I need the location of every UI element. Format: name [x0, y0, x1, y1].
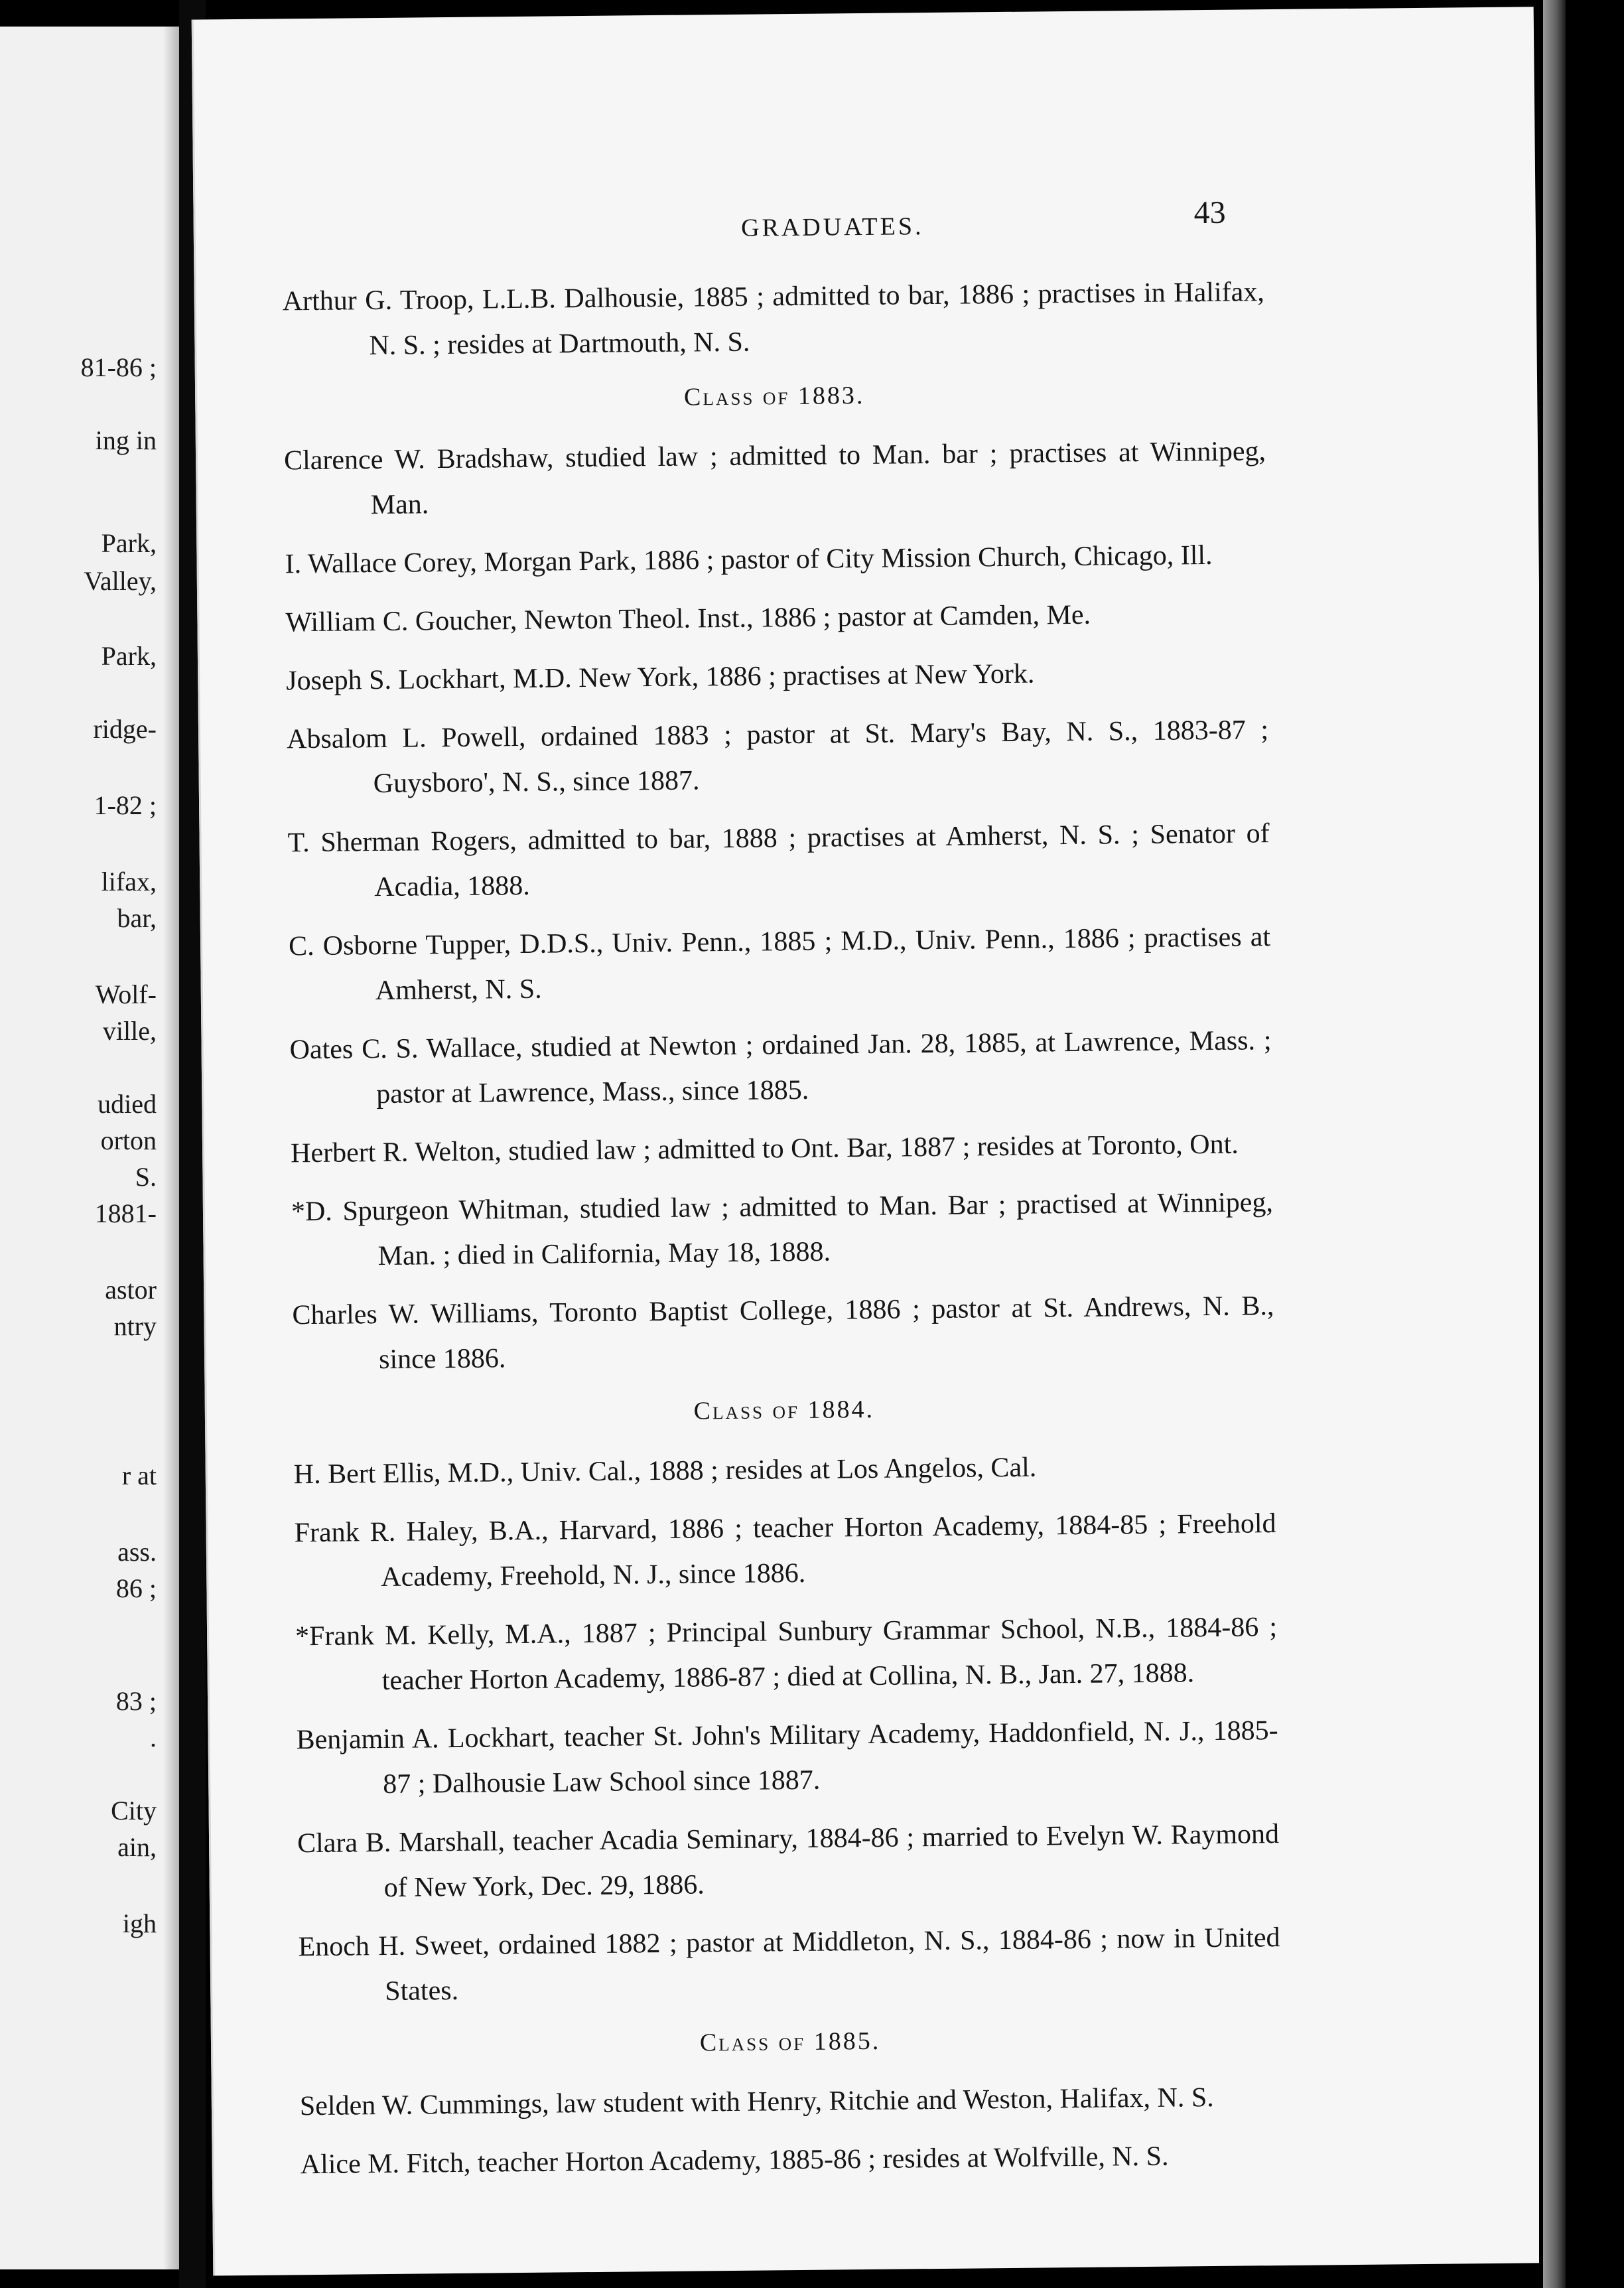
graduate-entry: Charles W. Williams, Toronto Baptist College, 1886 ; pastor at St. Andrews, N. B., since 1886.: [292, 1291, 1274, 1376]
left-page-fragment: ass.: [117, 1537, 157, 1567]
left-page-fragment: .: [150, 1723, 157, 1752]
page-number: 43: [1193, 194, 1226, 231]
graduate-entry: Selden W. Cummings, law student with Henry, Ritchie and Weston, Halifax, N. S.: [299, 2082, 1214, 2122]
left-page-fragment: orton: [100, 1125, 157, 1155]
graduate-entry: T. Sherman Rogers, admitted to bar, 1888 ; practises at Amherst, N. S. ; Senator of Acadia, 1888.: [287, 818, 1270, 903]
left-page-fragment: ville,: [102, 1016, 157, 1046]
class-heading-1884: Class of 1884.: [693, 1395, 875, 1425]
left-page-fragment: Valley,: [84, 566, 157, 596]
graduate-entry: *Frank M. Kelly, M.A., 1887 ; Principal Sunbury Grammar School, N.B., 1884-86 ; teacher Horton Academy, 1886-87 ; died at Collina, N. B., Jan. 27, 1888.: [295, 1612, 1278, 1697]
graduate-entry: *D. Spurgeon Whitman, studied law ; admitted to Man. Bar ; practised at Winnipeg, Man. ; died in California, May 18, 1888.: [291, 1187, 1274, 1272]
graduate-entry: Clarence W. Bradshaw, studied law ; admitted to Man. bar ; practises at Winnipeg, Man.: [283, 436, 1266, 521]
left-page-fragment: S.: [135, 1162, 157, 1192]
previous-page-edge: [0, 27, 186, 2269]
running-head: GRADUATES.: [740, 212, 924, 242]
left-page-fragment: udied: [98, 1089, 157, 1119]
left-page-fragment: igh: [122, 1908, 157, 1938]
left-page-fragment: City: [111, 1796, 157, 1825]
graduate-entry: William C. Goucher, Newton Theol. Inst., 1886 ; pastor at Camden, Me.: [285, 599, 1091, 638]
book-page: [192, 7, 1556, 2275]
left-page-fragment: ain,: [117, 1832, 157, 1862]
left-page-fragment: ridge-: [93, 714, 157, 744]
left-page-fragment: r at: [121, 1461, 157, 1490]
page-edge-strip: [1543, 0, 1566, 2288]
left-page-fragment: astor: [105, 1275, 157, 1305]
graduate-entry: C. Osborne Tupper, D.D.S., Univ. Penn., 1885 ; M.D., Univ. Penn., 1886 ; practises at Amherst, N. S.: [288, 922, 1271, 1007]
class-heading-1885: Class of 1885.: [699, 2027, 881, 2057]
left-page-fragment: 1-82 ;: [94, 790, 157, 820]
graduate-entry: Alice M. Fitch, teacher Horton Academy, 1885-86 ; resides at Wolfville, N. S.: [300, 2141, 1169, 2181]
left-page-fragment: Park,: [101, 641, 157, 671]
left-page-fragment: 86 ;: [115, 1573, 157, 1603]
graduate-entry: Clara B. Marshall, teacher Acadia Seminary, 1884-86 ; married to Evelyn W. Raymond of New York, Dec. 29, 1886.: [297, 1819, 1280, 1904]
graduate-entry: Benjamin A. Lockhart, teacher St. John's Military Academy, Haddonfield, N. J., 1885-87 ; Dalhousie Law School since 1887.: [296, 1715, 1278, 1800]
left-page-fragment: 1881-: [94, 1198, 157, 1228]
left-page-fragment: bar,: [117, 903, 157, 933]
graduate-entry: Enoch H. Sweet, ordained 1882 ; pastor at Middleton, N. S., 1884-86 ; now in United States.: [298, 1922, 1280, 2007]
graduate-entry: Arthur G. Troop, L.L.B. Dalhousie, 1885 ; admitted to bar, 1886 ; practises in Halifax, N. S. ; resides at Dartmouth, N. S.: [282, 277, 1264, 362]
class-heading-1883: Class of 1883.: [683, 381, 865, 411]
left-page-fragment: ntry: [113, 1311, 157, 1341]
left-page-fragment: 81-86 ;: [80, 352, 157, 382]
graduate-entry: H. Bert Ellis, M.D., Univ. Cal., 1888 ; resides at Los Angelos, Cal.: [293, 1452, 1037, 1490]
left-page-fragment: ing in: [95, 425, 157, 455]
left-page-fragment: Park,: [101, 528, 157, 558]
graduate-entry: I. Wallace Corey, Morgan Park, 1886 ; pastor of City Mission Church, Chicago, Ill.: [285, 539, 1213, 580]
graduate-entry: Joseph S. Lockhart, M.D. New York, 1886 ; practises at New York.: [286, 658, 1035, 697]
graduate-entry: Herbert R. Welton, studied law ; admitted to Ont. Bar, 1887 ; resides at Toronto, Ont.: [290, 1129, 1239, 1169]
graduate-entry: Frank R. Haley, B.A., Harvard, 1886 ; teacher Horton Academy, 1884-85 ; Freehold Academy, Freehold, N. J., since 1886.: [294, 1508, 1276, 1593]
graduate-entry: Absalom L. Powell, ordained 1883 ; pastor at St. Mary's Bay, N. S., 1883-87 ; Guysboro', N. S., since 1887.: [286, 715, 1269, 800]
graduate-entry: Oates C. S. Wallace, studied at Newton ; ordained Jan. 28, 1885, at Lawrence, Mass. ; pastor at Lawrence, Mass., since 1885.: [289, 1025, 1272, 1110]
page-body: [282, 269, 1282, 2200]
left-page-fragment: lifax,: [101, 867, 157, 896]
left-page-fragment: Wolf-: [95, 979, 157, 1009]
page-stack-edge: [1539, 0, 1624, 2288]
left-page-fragment: 83 ;: [115, 1686, 157, 1716]
